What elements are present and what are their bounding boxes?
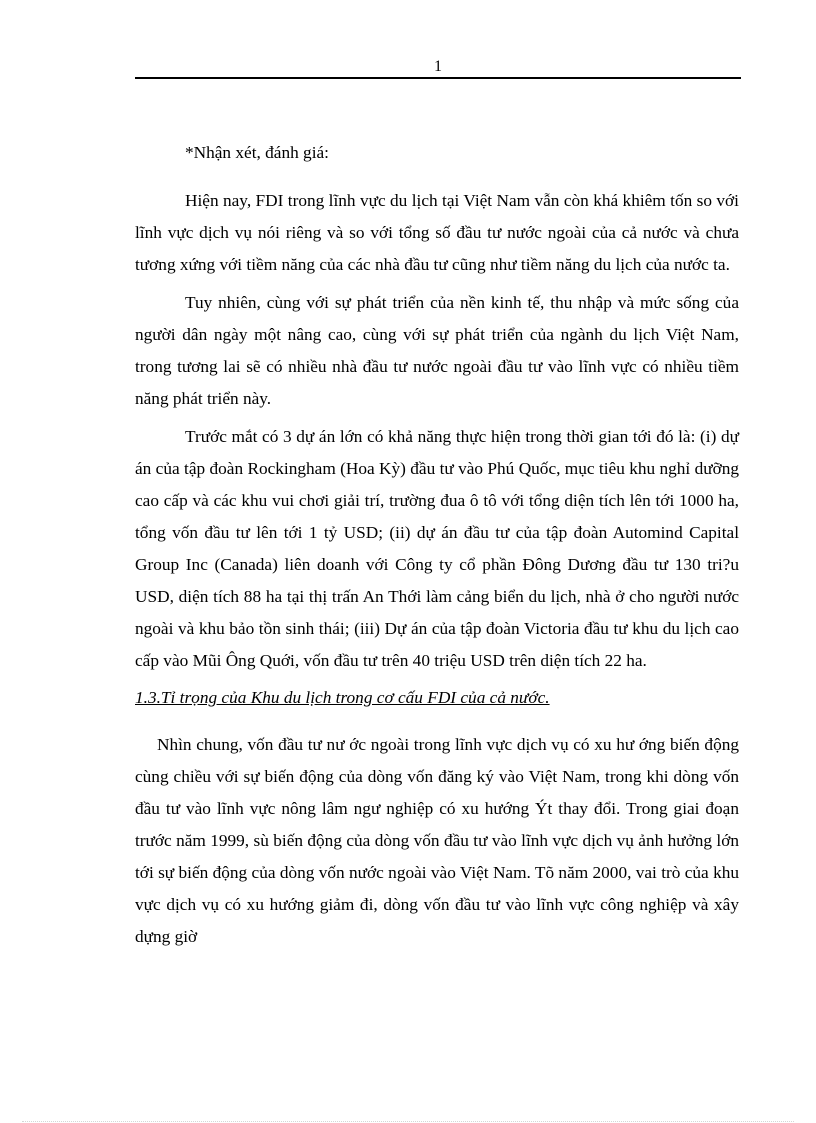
document-body [135,137,739,959]
paragraph-projects: Trước mắt có 3 dự án lớn có khả năng thực hiện trong thời gian tới đó là: (i) dự án của tập đoàn Rockingham (Hoa Kỳ) đầu tư vào Phú Quốc, mục tiêu khu nghỉ dưỡng cao cấp và các khu vui chơi giải trí, trường đua ô tô với tổng diện tích lên tới 1000 ha, tổng vốn đầu tư lên tới 1 tỷ USD; (ii) dự án đầu tư của tập đoàn Automind Capital Group Inc (Canada) liên doanh với Công ty cổ phần Đông Dương đầu tư 130 tri?u USD, diện tích 88 ha tại thị trấn An Thới làm cảng biển du lịch, nhà ở cho người nước ngoài và khu bảo tồn sinh thái; (iii) Dự án của tập đoàn Victoria đầu tư khu du lịch cao cấp vào Mũi Ông Quới, vốn đầu tư trên 40 triệu USD trên diện tích 22 ha. [135,427,739,670]
paragraph-fdi-overview: Hiện nay, FDI trong lĩnh vực du lịch tại Việt Nam vẫn còn khá khiêm tốn so với lĩnh vực dịch vụ nói riêng và so với tổng số đầu tư nước ngoài của cả nước và chưa tương xứng với tiềm năng của các nhà đầu tư cũng như tiềm năng du lịch của nước ta. [135,191,739,274]
note-heading: *Nhận xét, đánh giá: [185,143,329,162]
header-rule [135,77,741,79]
page-bottom-edge [22,1121,794,1122]
paragraph-section: Nhìn chung, vốn đầu tư nư ớc ngoài trong lĩnh vực dịch vụ có xu hư ớng biến động cùng chiều với sự biến động của dòng vốn đăng ký vào Việt Nam, trong khi dòng vốn đầu tư vào lĩnh vực nông lâm ngư nghiệp có xu hướng Ýt thay đổi. Trong giai đoạn trước năm 1999, sù biến động của dòng vốn đầu tư vào lĩnh vực dịch vụ ảnh hưởng lớn tới sự biến động của dòng vốn nước ngoài vào Việt Nam. Tõ năm 2000, vai trò của khu vực dịch vụ có xu hướng giảm đi, dòng vốn đầu tư vào lĩnh vực công nghiệp và xây dựng giờ [135,735,739,946]
page-number: 1 [434,58,442,75]
paragraph-outlook: Tuy nhiên, cùng với sự phát triển của nền kinh tế, thu nhập và mức sống của người dân ngày một nâng cao, cùng với sự phát triển của ngành du lịch Việt Nam, trong tương lai sẽ có nhiều nhà đầu tư nước ngoài đầu tư vào lĩnh vực có nhiều tiềm năng phát triển này. [135,293,739,408]
section-heading: 1.3.Tỉ trọng của Khu du lịch trong cơ cấu FDI của cả nước. [135,688,550,707]
